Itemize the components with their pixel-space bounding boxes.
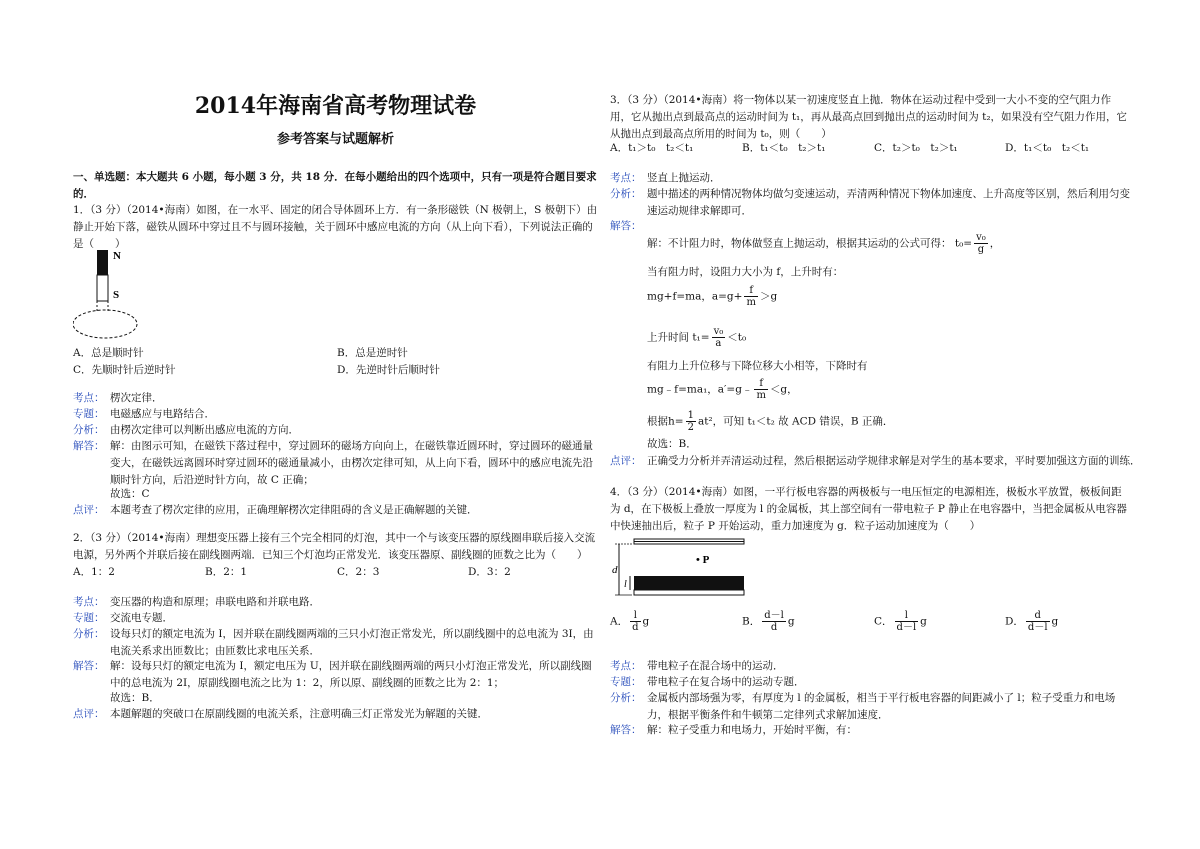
q3-f4-num: f: [754, 378, 767, 390]
q2-fenxi-label: 分析：: [73, 628, 105, 640]
q1-stem: 1．（3 分）（2014•海南）如图，在一水平、固定的闭合导体圆环上方．有一条形磁铁（N 极朝上，S 极朝下）由静止开始下落，磁铁从圆环中穿过且不与圆环接触，关于圆环中感应电流的方向（从上向下看），下列说法正确的是（ ）: [73, 204, 598, 250]
q3-jieda-text1: 解：不计阻力时，物体做竖直上抛运动，根据其运动的公式可得：: [647, 237, 952, 250]
q3-f1-num: v₀: [976, 232, 986, 243]
q2-answer: 故选：B．: [110, 692, 160, 704]
q2-option-b: B．2：1: [205, 566, 248, 578]
q4-option-b-fraction: [762, 610, 786, 633]
section-heading-cont: 的．: [73, 188, 94, 200]
q3-f2-num: f: [744, 285, 757, 297]
q4-option-c-num: l: [895, 610, 919, 622]
q3-f5-den: 2: [687, 422, 694, 433]
q4-option-a: [610, 610, 649, 633]
q3-jieda-text3: 有阻力上升位移与下降位移大小相等，下降时有: [647, 360, 868, 372]
q3-f3-fraction: [712, 326, 726, 349]
q3-jieda-label: 解答：: [610, 220, 642, 232]
q4-jieda: 解：粒子受重力和电场力，开始时平衡，有：: [647, 724, 857, 736]
q2-kaodian-label: 考点：: [73, 596, 105, 608]
q1-dianping: 本题考查了楞次定律的应用，正确理解楞次定律阻碍的含义是正确解题的关键．: [110, 504, 478, 516]
q1-magnet-figure: [73, 250, 148, 345]
q4-option-c-den: d－l: [896, 622, 917, 633]
q1-kaodian: 楞次定律．: [110, 392, 163, 404]
q3-f1-tail: ，: [989, 237, 1001, 250]
q1-fenxi-label: 分析：: [73, 424, 105, 436]
q2-option-d: D．3：2: [468, 566, 511, 578]
q1-option-a: A．总是顺时针: [73, 347, 144, 359]
q3-f5-fraction: [686, 410, 696, 433]
q3-jieda-text2: 当有阻力时，设阻力大小为 f，上升时有：: [647, 266, 844, 278]
q3-stem: 3．（3 分）（2014•海南）将一物体以某一初速度竖直上抛．物体在运动过程中受到一大小不变的空气阻力作用，它从抛出点到最高点的运动时间为 t₁，再从最高点回到抛出点的运动时间为 t₂，如果没有空气阻力作用，它从抛出点到最高点所用的时间为 t₀，则（ ）: [610, 94, 1128, 140]
q4-option-d-den: d－l: [1027, 622, 1048, 633]
q4-kaodian-label: 考点：: [610, 660, 642, 672]
q3-dianping-label: 点评：: [610, 455, 642, 467]
q3-f2-den: m: [746, 297, 756, 308]
q3-f3-den: a: [715, 338, 722, 349]
q4-jieda-label: 解答：: [610, 724, 642, 736]
q4-option-d-g: g: [1051, 615, 1059, 628]
q3-f2-fraction: [744, 285, 757, 308]
q3-f5-a: 根据h=: [647, 415, 684, 428]
q1-jieda-label: 解答：: [73, 440, 105, 452]
q4-capacitor-figure: [610, 532, 750, 602]
q3-formula-2: [647, 285, 777, 308]
q3-formula-4: [647, 378, 798, 401]
particle-p-label: • P: [696, 554, 710, 566]
magnet-ring-diagram: [73, 250, 148, 345]
q1-option-c: C．先顺时针后逆时针: [73, 364, 176, 376]
q2-dianping: 本题解题的突破口在原副线圈的电流关系，注意明确三灯正常发光为解题的关键．: [110, 708, 488, 720]
q4-option-b: [742, 610, 795, 633]
q1-fenxi: 由楞次定律可以判断出感应电流的方向．: [110, 424, 299, 436]
q2-fenxi: 设每只灯的额定电流为 I，因并联在副线圈两端的三只小灯泡正常发光，所以副线圈中的总电流为 3I，由电流关系求出匝数比；由匝数比求电压关系．: [110, 628, 594, 657]
q1-option-d: D．先逆时针后顺时针: [337, 364, 440, 376]
q3-f2-a: mg+f=ma，a=g+: [647, 290, 743, 303]
q4-option-a-fraction: [630, 610, 640, 633]
capacitor-diagram: [610, 532, 750, 602]
q4-option-d-num: d: [1026, 610, 1050, 622]
q3-dianping: 正确受力分析并弄清运动过程，然后根据运动学规律求解是对学生的基本要求，平时要加强这方面的训练．: [647, 455, 1141, 467]
q3-option-d: D．t₁＜t₀ t₂＜t₁: [1005, 142, 1090, 154]
q4-fenxi: 金属板内部场强为零，有厚度为 l 的金属板，相当于平行板电容器的间距减小了 l；粒子受重力和电场力，根据平衡条件和牛顿第二定律列式求解加速度．: [647, 692, 1116, 721]
q4-option-a-den: d: [632, 622, 639, 633]
q4-option-b-g: g: [787, 615, 795, 628]
q1-dianping-label: 点评：: [73, 504, 105, 516]
q3-f3-b: ＜t₀: [727, 331, 747, 344]
q3-option-c: C．t₂＞t₀ t₂＞t₁: [874, 142, 958, 154]
q3-f4-fraction: [754, 378, 767, 401]
q4-option-a-letter: A．: [610, 615, 629, 628]
q1-zhuanti: 电磁感应与电路结合．: [110, 408, 215, 420]
south-pole-label: S: [113, 289, 120, 301]
section-heading: 一、单选题：本大题共 6 小题，每小题 3 分，共 18 分．在每小题给出的四个选项中，只有一项是符合题目要求: [73, 171, 597, 183]
q4-option-c-g: g: [920, 615, 927, 628]
q2-zhuanti: 交流电专题．: [110, 612, 173, 624]
q2-option-a: A．1：2: [73, 566, 115, 578]
q1-zhuanti-label: 专题：: [73, 408, 105, 420]
q4-stem: 4．（3 分）（2014•海南）如图，一平行板电容器的两极板与一电压恒定的电源相连，极板水平放置，极板间距为 d，在下极板上叠放一厚度为 l 的金属板，其上部空间有一带电粒子 P 静止在电容器中，当把金属板从电容器中快速抽出后，粒子 P 开始运动，重力加速度为 g．粒子运动加速度为（ ）: [610, 486, 1127, 532]
q4-option-d-fraction: [1026, 610, 1050, 633]
q2-jieda-label: 解答：: [73, 660, 105, 672]
north-pole-label: N: [113, 250, 121, 262]
q4-option-b-num: d－l: [764, 610, 784, 621]
q3-kaodian: 竖直上抛运动．: [647, 172, 721, 184]
q2-stem: 2．（3 分）（2014•海南）理想变压器上接有三个完全相同的灯泡，其中一个与该变压器的原线圈串联后接入交流电源，另外两个并联后接在副线圈两端．已知三个灯泡均正常发光．该变压器原、副线圈的匝数之比为（ ）: [73, 532, 596, 561]
q3-f1-lhs: t₀=: [954, 237, 973, 250]
q4-option-d-letter: D．: [1005, 615, 1024, 628]
q4-fenxi-label: 分析：: [610, 692, 642, 704]
q3-fenxi: 题中描述的两种情况物体均做匀变速运动，弄清两种情况下物体加速度、上升高度等区别，然后利用匀变速运动规律求解即可．: [647, 188, 1130, 217]
q4-option-b-den: d: [770, 622, 778, 633]
q3-f3-a: 上升时间 t₁=: [647, 331, 710, 344]
q3-f5-b: at²，可知 t₁＜t₂ 故 ACD 错误，B 正确．: [697, 415, 894, 428]
q3-f1-fraction: [974, 232, 988, 255]
q1-jieda: 解：由图示可知，在磁铁下落过程中，穿过圆环的磁场方向向上，在磁铁靠近圆环时，穿过圆环的磁通量变大，在磁铁远离圆环时穿过圆环的磁通量减小，由楞次定律可知，从上向下看，圆环中的感应电流先沿顺时针方向，后沿逆时针方向，故 C 正确；: [110, 440, 593, 486]
q4-option-a-g: g: [642, 615, 650, 628]
q2-kaodian: 变压器的构造和原理；串联电路和并联电路．: [110, 596, 320, 608]
q3-option-a: A．t₁＞t₀ t₂＜t₁: [610, 142, 694, 154]
q3-formula-1: [647, 232, 1000, 255]
q3-f1-den: g: [977, 244, 985, 255]
q3-f2-b: ＞g: [759, 290, 778, 303]
q3-f4-a: mg﹣f=ma₁，a′=g﹣: [647, 383, 753, 396]
q3-f4-den: m: [756, 390, 766, 401]
q3-fenxi-label: 分析：: [610, 188, 642, 200]
q3-answer: 故选：B．: [647, 438, 697, 450]
thickness-label-l: l: [624, 579, 627, 590]
q4-option-c-fraction: [895, 610, 919, 633]
page-subtitle: 参考答案与试题解析: [276, 132, 394, 147]
q3-kaodian-label: 考点：: [610, 172, 642, 184]
q2-option-c: C．2：3: [337, 566, 380, 578]
q4-option-c-letter: C．: [874, 615, 893, 628]
gap-label-d: d: [612, 564, 618, 576]
q3-formula-5: [647, 410, 893, 433]
q2-zhuanti-label: 专题：: [73, 612, 105, 624]
q4-zhuanti-label: 专题：: [610, 676, 642, 688]
q3-option-b: B．t₁＜t₀ t₂＞t₁: [742, 142, 826, 154]
q3-f5-num: 1: [687, 410, 694, 421]
q4-option-c: [874, 610, 927, 633]
q1-option-b: B．总是逆时针: [337, 347, 408, 359]
q4-zhuanti: 带电粒子在复合场中的运动专题．: [647, 676, 805, 688]
q4-option-a-num: l: [630, 610, 640, 622]
q3-f3-num: v₀: [713, 326, 724, 337]
q4-kaodian: 带电粒子在混合场中的运动．: [647, 660, 784, 672]
q3-formula-3: [647, 326, 746, 349]
q2-dianping-label: 点评：: [73, 708, 105, 720]
q4-option-d: [1005, 610, 1058, 633]
page-title: 2014年海南省高考物理试卷: [194, 93, 477, 119]
q3-f4-b: ＜g，: [769, 383, 798, 396]
q1-kaodian-label: 考点：: [73, 392, 105, 404]
q1-answer: 故选：C: [110, 488, 150, 500]
q4-option-b-letter: B．: [742, 615, 761, 628]
q2-jieda: 解：设每只灯的额定电流为 I，额定电压为 U，因并联在副线圈两端的两只小灯泡正常发光，所以副线圈中的总电流为 2I，原副线圈电流之比为 1：2，所以原、副线圈的匝数之比为 2：1；: [110, 660, 592, 689]
